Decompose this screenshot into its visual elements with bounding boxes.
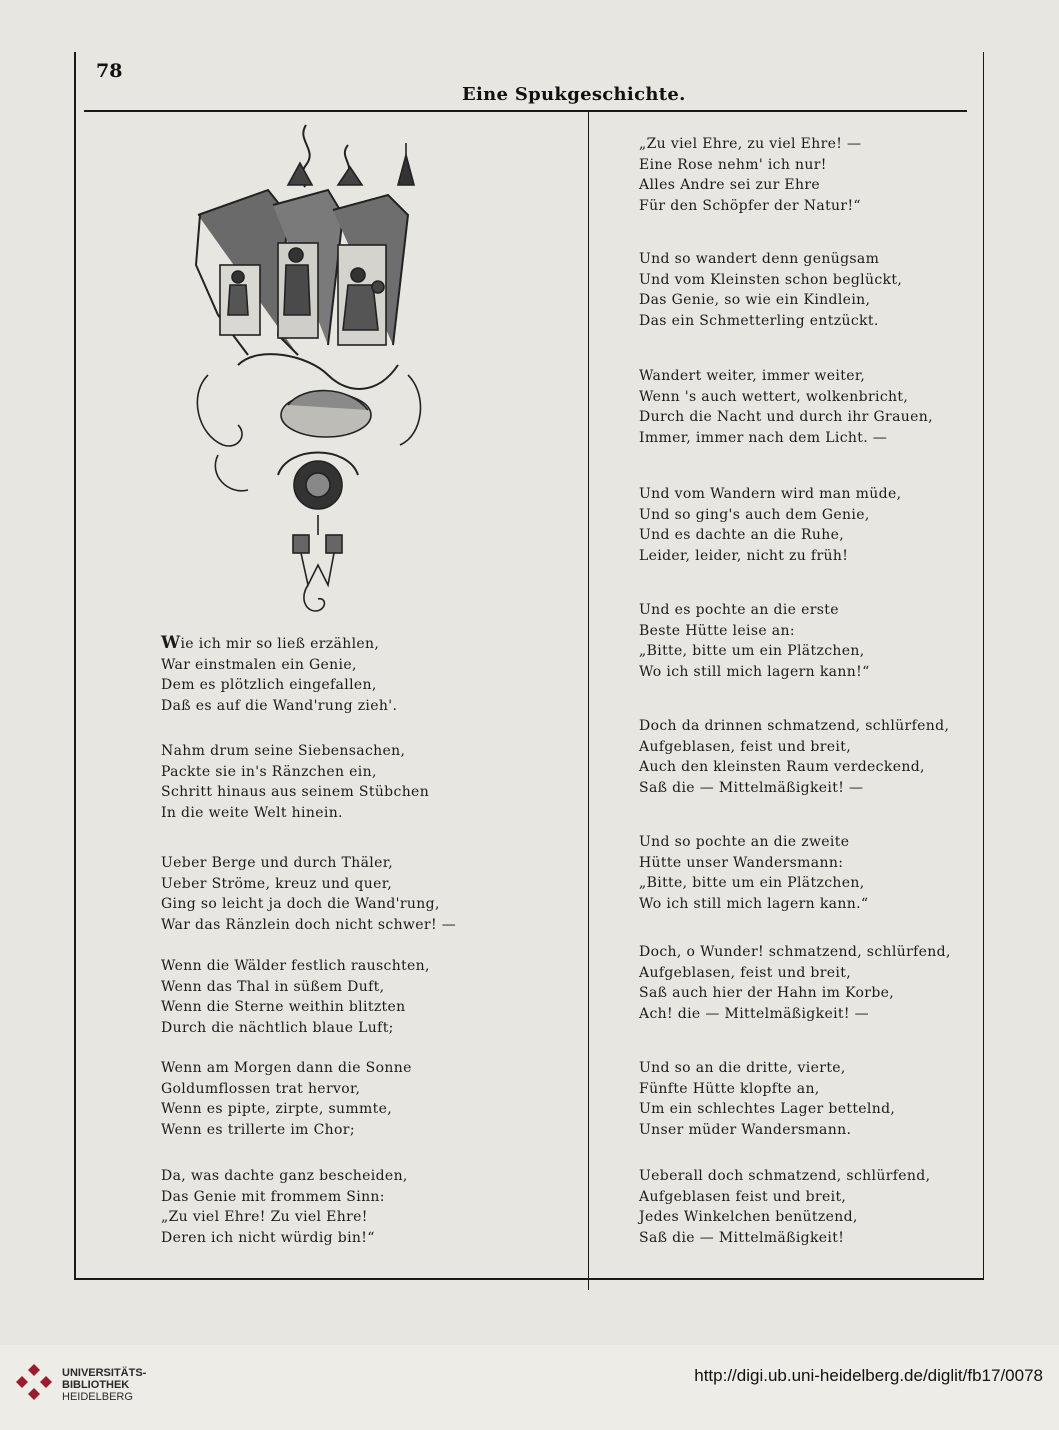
library-name-line: UNIVERSITÄTS- [62,1367,147,1379]
poem-line: Unser müder Wandersmann. [639,1122,852,1139]
header-rule [84,110,967,112]
poem-line: Um ein schlechtes Lager bettelnd, [639,1101,896,1118]
poem-line: Leider, leider, nicht zu früh! [639,548,849,565]
poem-line: Ueber Berge und durch Thäler, [161,855,394,871]
page-number: 78 [96,60,123,82]
poem-line: Doch da drinnen schmatzend, schlürfend, [639,718,950,734]
poem-line: Wenn das Thal in süßem Duft, [161,978,385,995]
poem-line: Dem es plötzlich eingefallen, [161,677,377,694]
poem-line: Saß die — Mittelmäßigkeit! [639,1230,845,1247]
stanza [639,366,933,449]
poem-line: War einstmalen ein Genie, [161,656,357,673]
poem-line: Wenn die Sterne weithin blitzten [161,999,406,1016]
poem-line: Immer, immer nach dem Licht. — [639,430,888,447]
stanza [639,484,901,567]
viewer-footer [0,1345,1059,1430]
stanza [161,1166,408,1249]
stanza [639,942,951,1025]
stanza [161,853,456,936]
poem-line: Das Genie mit frommem Sinn: [161,1188,385,1205]
stanza [639,134,861,217]
poem-line: Saß auch hier der Hahn im Korbe, [639,985,895,1002]
poem-line: Wie ich mir so ließ erzählen, [161,633,380,653]
poem-line: Wo ich still mich lagern kann!“ [639,664,870,681]
poem-line: Auch den kleinsten Raum verdeckend, [639,759,925,776]
university-library-logo-icon [14,1362,54,1402]
library-name-line: HEIDELBERG [62,1391,133,1403]
poem-line: Deren ich nicht würdig bin!“ [161,1230,375,1247]
poem-line: Aufgeblasen, feist und breit, [639,738,852,755]
stanza [161,633,397,717]
poem-line: Packte sie in's Ränzchen ein, [161,763,377,780]
decorated-initial-w-icon [178,115,448,620]
poem-line: Und vom Wandern wird man müde, [639,486,902,502]
poem-line: Wo ich still mich lagern kann.“ [639,896,869,913]
poem-line: Wenn am Morgen dann die Sonne [161,1060,412,1076]
poem-line: Goldumflossen trat hervor, [161,1080,361,1097]
library-name-line: BIBLIOTHEK [62,1379,130,1391]
column-divider [588,112,589,1290]
poem-line: Alles Andre sei zur Ehre [639,177,821,194]
poem-line: Wenn die Wälder festlich rauschten, [161,958,430,974]
poem-line: Beste Hütte leise an: [639,622,795,639]
poem-line: Doch, o Wunder! schmatzend, schlürfend, [639,944,951,960]
poem-line: Wenn 's auch wettert, wolkenbricht, [639,388,909,405]
poem-line: Das Genie, so wie ein Kindlein, [639,292,871,309]
poem-line: Nahm drum seine Siebensachen, [161,743,406,759]
poem-line: „Bitte, bitte um ein Plätzchen, [639,875,865,892]
poem-line: Ach! die — Mittelmäßigkeit! — [639,1006,870,1023]
poem-line: Ging so leicht ja doch die Wand'rung, [161,896,440,913]
stanza [639,1166,930,1249]
stanza [639,600,870,683]
poem-line: Aufgeblasen feist und breit, [639,1188,847,1205]
poem-line: „Zu viel Ehre, zu viel Ehre! — [639,136,862,152]
poem-line: Für den Schöpfer der Natur!“ [639,198,861,215]
poem-line: Saß die — Mittelmäßigkeit! — [639,780,864,797]
poem-line: Eine Rose nehm' ich nur! [639,156,827,173]
poem-line: Und so ging's auch dem Genie, [639,506,870,523]
poem-line: Da, was dachte ganz bescheiden, [161,1168,408,1184]
poem-line: In die weite Welt hinein. [161,805,343,822]
poem-line: Und vom Kleinsten schon beglückt, [639,271,903,288]
stanza [161,1058,412,1141]
poem-line: Hütte unser Wandersmann: [639,854,844,871]
poem-line: War das Ränzlein doch nicht schwer! — [161,917,457,934]
poem-line: Jedes Winkelchen benützend, [639,1209,858,1226]
poem-line: Durch die nächtlich blaue Luft; [161,1020,394,1037]
source-url-link[interactable]: http://digi.ub.uni-heidelberg.de/diglit/fb17/0078 [694,1366,1043,1385]
poem-line: Ueberall doch schmatzend, schlürfend, [639,1168,931,1184]
poem-line: Und es pochte an die erste [639,602,839,618]
poem-line: Und so pochte an die zweite [639,834,850,850]
poem-line: Schritt hinaus aus seinem Stübchen [161,784,430,801]
stanza [639,249,902,332]
poem-line: Aufgeblasen, feist und breit, [639,964,852,981]
poem-line: Wenn es pipte, zirpte, summte, [161,1101,393,1118]
poem-line: Das ein Schmetterling entzückt. [639,313,879,330]
poem-line: Und es dachte an die Ruhe, [639,527,845,544]
poem-line: Ueber Ströme, kreuz und quer, [161,875,393,892]
stanza [161,956,430,1039]
poem-line: Durch die Nacht und durch ihr Grauen, [639,409,933,426]
page-title: Eine Spukgeschichte. [462,84,686,105]
poem-line: Fünfte Hütte klopfte an, [639,1080,820,1097]
poem-line: Wenn es trillerte im Chor; [161,1122,355,1139]
stanza [639,1058,895,1141]
poem-line: Daß es auf die Wand'rung zieh'. [161,698,398,715]
poem-line: Wandert weiter, immer weiter, [639,368,866,384]
poem-line: Und so wandert denn genügsam [639,251,880,267]
poem-line: „Bitte, bitte um ein Plätzchen, [639,643,865,660]
poem-line: „Zu viel Ehre! Zu viel Ehre! [161,1209,368,1226]
initial-letter: W [161,633,181,653]
stanza [161,741,429,824]
stanza [639,832,868,915]
stanza [639,716,949,799]
poem-line: Und so an die dritte, vierte, [639,1060,846,1076]
library-name [62,1367,146,1403]
